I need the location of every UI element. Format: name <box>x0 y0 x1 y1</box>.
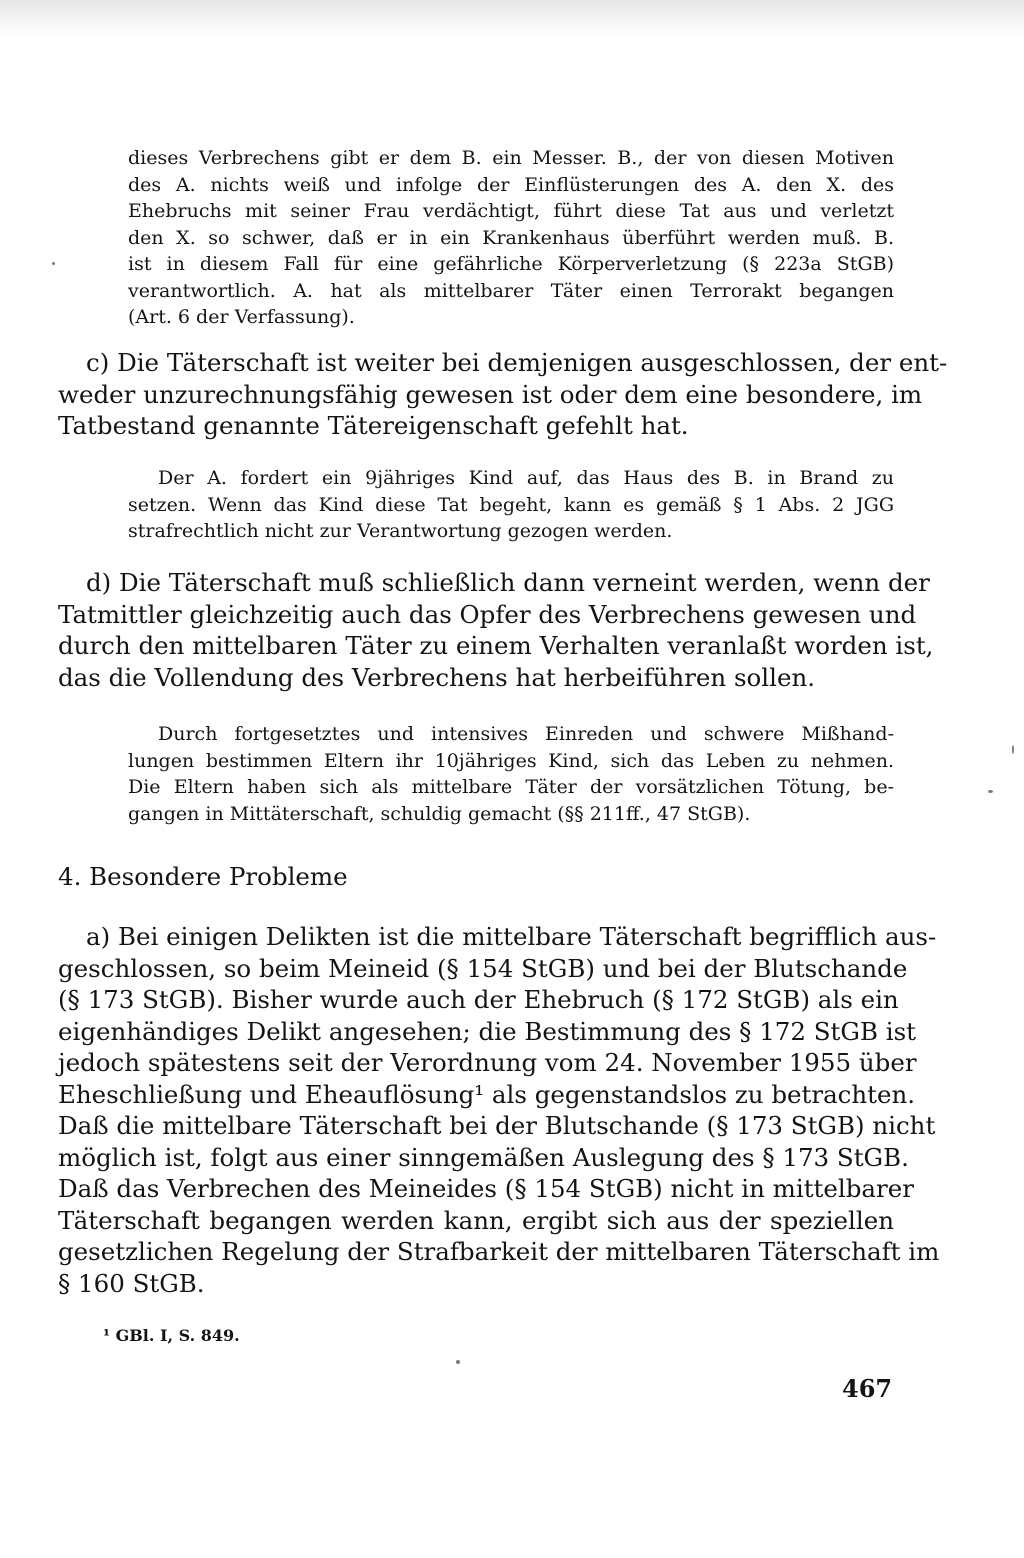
text-line: den X. so schwer, daß er in ein Krankenhaus überführt werden muß. B. <box>128 226 894 249</box>
scan-speck <box>1012 745 1014 754</box>
text-line: Daß das Verbrechen des Meineides (§ 154 StGB) nicht in mittelbarer <box>58 1174 914 1203</box>
text-line: (Art. 6 der Verfassung). <box>128 306 355 328</box>
text-line: gesetzlichen Regelung der Strafbarkeit der mittelbaren Täterschaft im <box>58 1237 940 1266</box>
example-paragraph-c <box>128 465 894 545</box>
text-line: § 160 StGB. <box>58 1268 205 1298</box>
text-line: Daß die mittelbare Täterschaft bei der Blutschande (§ 173 StGB) nicht <box>58 1111 936 1140</box>
scan-speck <box>988 790 993 793</box>
section-heading: 4. Besondere Probleme <box>58 862 348 891</box>
text-line: das die Vollendung des Verbrechens hat herbeiführen sollen. <box>58 662 816 692</box>
text-line: geschlossen, so beim Meineid (§ 154 StGB) und bei der Blutschande <box>58 953 908 983</box>
scan-speck <box>52 262 55 265</box>
page-number: 467 <box>842 1374 893 1403</box>
paragraph-d <box>58 567 934 693</box>
text-line: durch den mittelbaren Täter zu einem Verhalten veranlaßt worden ist, <box>58 631 934 660</box>
text-line: lungen bestimmen Eltern ihr 10jähriges Kind, sich das Leben zu nehmen. <box>128 749 894 772</box>
text-line: Tatbestand genannte Tätereigenschaft gefehlt hat. <box>58 411 689 440</box>
scan-top-edge <box>0 0 1024 36</box>
text-line: d) Die Täterschaft muß schließlich dann verneint werden, wenn der <box>86 568 930 597</box>
example-paragraph-b <box>128 145 894 331</box>
text-line: Durch fortgesetztes und intensives Einreden und schwere Mißhand- <box>158 723 894 745</box>
text-line: gangen in Mittäterschaft, schuldig gemacht (§§ 211ff., 47 StGB). <box>128 802 751 825</box>
text-line: Eheschließung und Eheauflösung¹ als gegenstandslos zu betrachten. <box>58 1079 916 1109</box>
text-line: Ehebruchs mit seiner Frau verdächtigt, führt diese Tat aus und verletzt <box>128 200 894 222</box>
text-line: a) Bei einigen Delikten ist die mittelbare Täterschaft begrifflich aus- <box>86 922 937 951</box>
text-line: eigenhändiges Delikt angesehen; die Bestimmung des § 172 StGB ist <box>58 1016 916 1046</box>
text-line: weder unzurechnungsfähig gewesen ist oder dem eine besondere, im <box>58 379 923 409</box>
text-line: dieses Verbrechens gibt er dem B. ein Messer. B., der von diesen Motiven <box>128 147 894 169</box>
footnote: ¹ GBl. I, S. 849. <box>103 1326 240 1345</box>
text-line: des A. nichts weiß und infolge der Einflüsterungen des A. den X. des <box>128 173 894 196</box>
example-paragraph-d <box>128 721 894 827</box>
text-line: Täterschaft begangen werden kann, ergibt sich aus der speziellen <box>58 1205 894 1235</box>
scan-speck <box>456 1360 460 1364</box>
text-line: Die Eltern haben sich als mittelbare Täter der vorsätzlichen Tötung, be- <box>128 776 894 798</box>
text-line: möglich ist, folgt aus einer sinngemäßen Auslegung des § 173 StGB. <box>58 1142 909 1172</box>
text-line: jedoch spätestens seit der Verordnung vom 24. November 1955 über <box>58 1048 917 1077</box>
text-line: strafrechtlich nicht zur Verantwortung gezogen werden. <box>128 520 673 542</box>
text-line: setzen. Wenn das Kind diese Tat begeht, kann es gemäß § 1 Abs. 2 JGG <box>128 493 894 516</box>
text-line: c) Die Täterschaft ist weiter bei demjenigen ausgeschlossen, der ent- <box>86 348 948 377</box>
text-line: verantwortlich. A. hat als mittelbarer Täter einen Terrorakt begangen <box>128 279 894 302</box>
text-line: ist in diesem Fall für eine gefährliche Körperverletzung (§ 223a StGB) <box>128 253 894 275</box>
text-line: (§ 173 StGB). Bisher wurde auch der Ehebruch (§ 172 StGB) als ein <box>58 985 899 1014</box>
text-line: Tatmittler gleichzeitig auch das Opfer des Verbrechens gewesen und <box>58 599 917 629</box>
paragraph-a <box>58 921 940 1299</box>
text-line: Der A. fordert ein 9jähriges Kind auf, das Haus des B. in Brand zu <box>158 467 894 489</box>
paragraph-c <box>58 347 948 442</box>
